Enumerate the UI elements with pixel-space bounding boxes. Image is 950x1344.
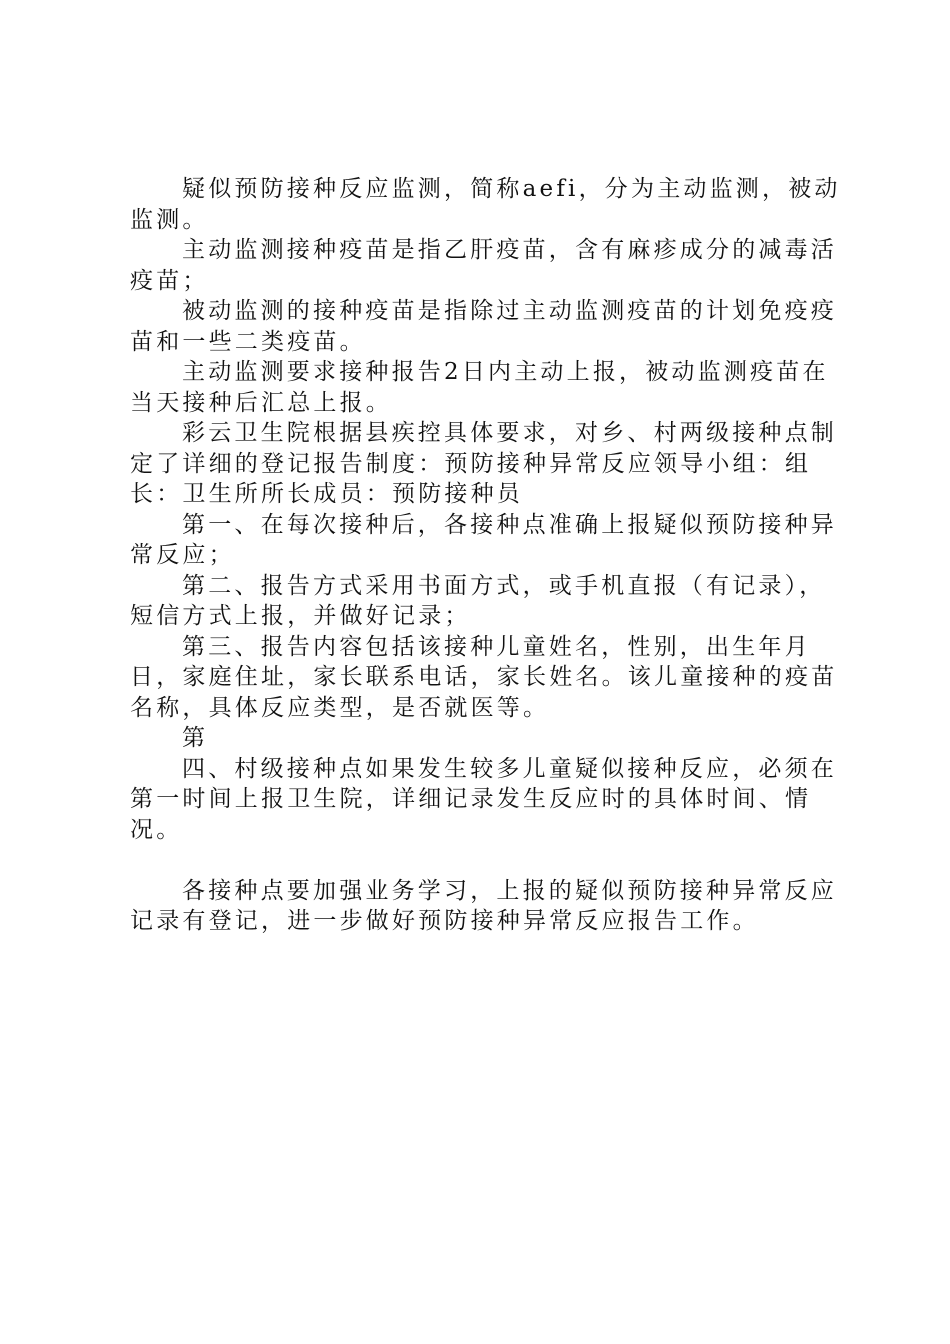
paragraph-reporting-system: 彩云卫生院根据县疾控具体要求，对乡、村两级接种点制定了详细的登记报告制度：预防接种异常反应领导小组：组长：卫生所所长成员：预防接种员 bbox=[130, 420, 837, 507]
paragraph-rule-four: 四、村级接种点如果发生较多儿童疑似接种反应，必须在第一时间上报卫生院，详细记录发生反应时的具体时间、情况。 bbox=[130, 755, 837, 843]
paragraph-conclusion: 各接种点要加强业务学习，上报的疑似预防接种异常反应记录有登记，进一步做好预防接种异常反应报告工作。 bbox=[130, 877, 837, 934]
document-body bbox=[130, 174, 850, 937]
paragraph-active-monitoring: 主动监测接种疫苗是指乙肝疫苗，含有麻疹成分的减毒活疫苗； bbox=[130, 237, 837, 294]
paragraph-rule-three: 第三、报告内容包括该接种儿童姓名，性别，出生年月日，家庭住址，家长联系电话，家长姓名。该儿童接种的疫苗名称，具体反应类型，是否就医等。 bbox=[130, 633, 838, 721]
paragraph-rule-four-heading: 第 bbox=[182, 725, 209, 751]
blank-line bbox=[130, 845, 850, 876]
paragraph-passive-monitoring: 被动监测的接种疫苗是指除过主动监测疫苗的计划免疫疫苗和一些二类疫苗。 bbox=[130, 298, 837, 355]
paragraph-monitoring-intro: 疑似预防接种反应监测，简称aefi，分为主动监测，被动监测。 bbox=[130, 176, 841, 233]
paragraph-reporting-deadline: 主动监测要求接种报告2日内主动上报，被动监测疫苗在当天接种后汇总上报。 bbox=[130, 359, 829, 416]
paragraph-rule-one: 第一、在每次接种后，各接种点准确上报疑似预防接种异常反应； bbox=[130, 511, 837, 568]
paragraph-rule-two: 第二、报告方式采用书面方式，或手机直报（有记录），短信方式上报，并做好记录； bbox=[130, 572, 826, 629]
